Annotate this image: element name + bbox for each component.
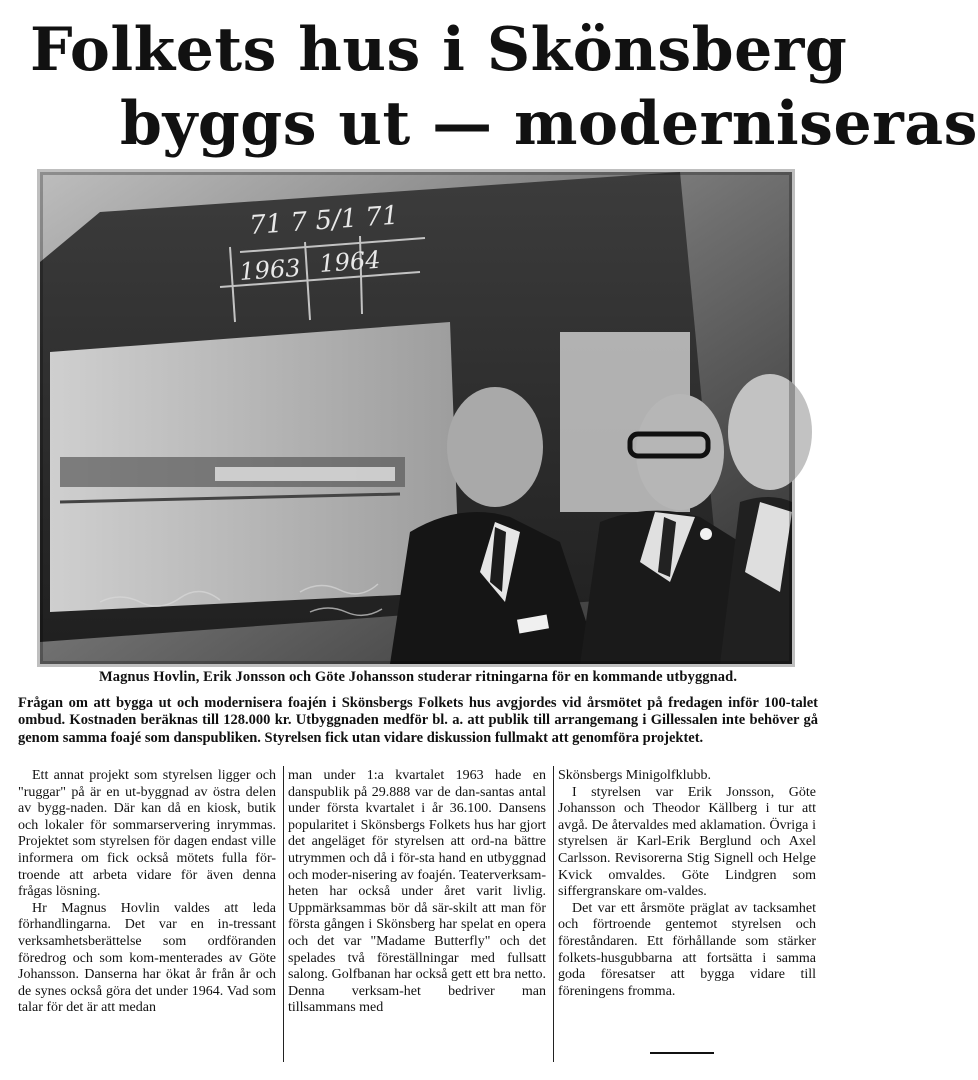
- chalk-text: 71 7 5/1 71: [248, 200, 400, 241]
- article-column-3: [558, 768, 816, 1000]
- article-column-1: [18, 768, 276, 1017]
- ingress-text: Frågan om att bygga ut och modernisera foajén i Skönsbergs Folkets hus avgjordes vid årsmötet på fredagen inför 100-talet ombud. Kostnaden beräknas till 128.000 kr. Utbyggnaden medför bl. a. att publik till arrangemang i Gillessalen inte behöver gå genom samma foajé som danspubliken. Styrelsen fick utan vidare diskussion fullmakt att genomföra projektet.: [18, 695, 818, 746]
- paragraph: Ett annat projekt som styrelsen ligger och "ruggar" på är en ut-byggnad av östra delen av bygg-naden. Där kan då en kiosk, butik och lokaler för sommarservering inrymmas. Projektet som styrelsen för dagen endast ville informera om fick också mötets fulla för-troende att arbeta vidare för även denna frågas lösning.: [18, 768, 276, 900]
- article-column-2: [288, 768, 546, 1017]
- paragraph: man under 1:a kvartalet 1963 hade en danspublik på 29.888 var de dan-santas antal under första kvartalet i år 36.100. Dansens popularitet i Skönsbergs Folkets hus har gjort det angeläget för styrelsen att ord-na bättre utrymmen och då i för-sta hand en utbyggnad och moder-nisering av foajén. Teaterverksam-heten har också under året varit livlig. Uppmärksammas bör då sär-skilt att man för första gången i Skönsberg har spelat en opera och det var "Madame Butterfly" och det spelades två föreställningar med fullsatt salong. Golfbanan har också gett ett bra netto. Denna verksam-het bedriver man tillsammans med: [288, 768, 546, 1016]
- article-ingress: [18, 695, 818, 747]
- column-divider: [553, 766, 554, 1062]
- chalk-text: 1964: [318, 245, 382, 278]
- chalk-text: 1963: [238, 253, 302, 286]
- headline-line-1: Folkets hus i Skönsberg: [30, 15, 848, 85]
- news-photo: [40, 172, 792, 664]
- paragraph: Det var ett årsmöte präglat av tacksamhet och förtroende gentemot styrelsen och föreståndaren. Ett förhållande som stärker folkets-husgubbarna att fortsätta i samma goda föresatser att bygga vidare till föreningens fromma.: [558, 900, 816, 999]
- paragraph: Skönsbergs Minigolfklubb.: [558, 768, 711, 783]
- paragraph: I styrelsen var Erik Jonsson, Göte Johansson och Theodor Källberg i tur att avgå. De återvaldes med aklamation. Övriga i styrelsen är Karl-Erik Berglund och Axel Carlsson. Revisorerna Stig Signell och Helge Kvick omvaldes. Göte Lindgren som siffergranskare om-valdes.: [558, 784, 816, 900]
- headline-line-2: byggs ut — moderniseras: [120, 89, 978, 159]
- photo-caption: Magnus Hovlin, Erik Jonsson och Göte Johansson studerar ritningarna för en kommande utbyggnad.: [98, 669, 738, 685]
- end-rule: [650, 1052, 714, 1054]
- column-divider: [283, 766, 284, 1062]
- paragraph: Hr Magnus Hovlin valdes att leda förhandlingarna. Det var en in-tressant verksamhetsberättelse som ordföranden föredrog och som kom-menterades av Göte Johansson. Danserna har ökat år från år och de synes också göra det under 1964. Vad som talar för det är att medan: [18, 900, 276, 1016]
